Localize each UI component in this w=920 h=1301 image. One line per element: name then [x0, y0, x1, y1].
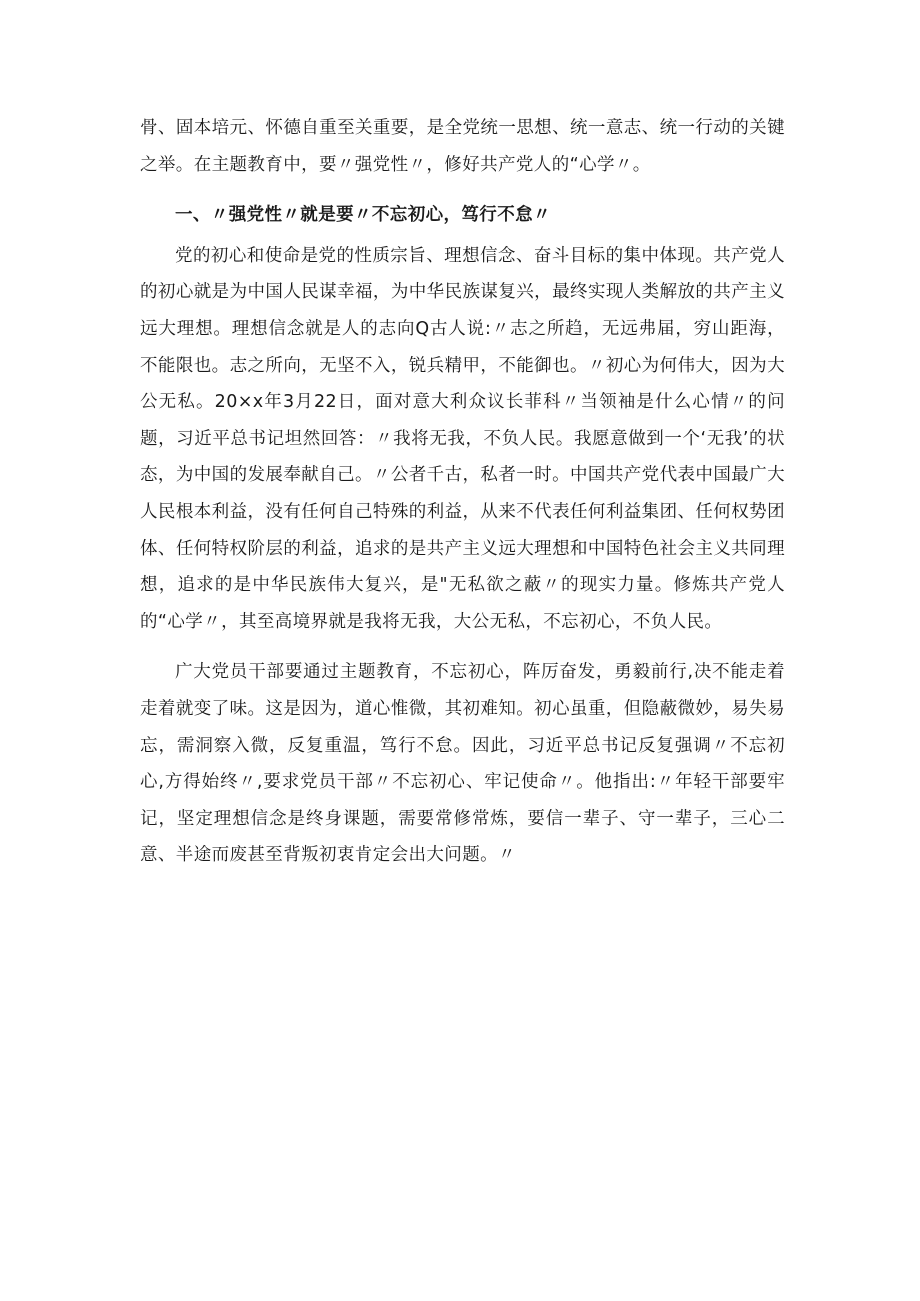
section-heading: 一、〃强党性〃就是要〃不忘初心，笃行不怠〃	[175, 205, 551, 226]
paragraph-original-aspiration: 党的初心和使命是党的性质宗旨、理想信念、奋斗目标的集中体现。共产党人的初心就是为中国人民谋幸福，为中华民族谋复兴，最终实现人类解放的共产主义远大理想。理想信念就是人的志向Q古人说:〃志之所趋，无远弗届，穷山距海，不能限也。志之所向，无坚不入，锐兵精甲，不能御也。〃初心为何伟大，因为大公无私。20×x年3月22日，面对意大利众议长菲科〃当领袖是什么心情〃的问题，习近平总书记坦然回答：〃我将无我，不负人民。我愿意做到一个‘无我’的状态，为中国的发展奉献自己。〃公者千古，私者一时。中国共产党代表中国最广大人民根本利益，没有任何自己特殊的利益，从来不代表任何利益集团、任何权势团体、任何特权阶层的利益，追求的是共产主义远大理想和中国特色社会主义共同理想，追求的是中华民族伟大复兴，是"无私欲之蔽〃的现实力量。修炼共产党人的“心学〃，其至高境界就是我将无我，大公无私，不忘初心，不负人民。	[140, 245, 785, 632]
paragraph-intro-continuation: 骨、固本培元、怀德自重至关重要，是全党统一思想、统一意志、统一行动的关键之举。在主题教育中，要〃强党性〃，修好共产党人的“心学〃。	[140, 118, 785, 175]
paragraph-theme-education: 广大党员干部要通过主题教育，不忘初心，阵厉奋发，勇毅前行,决不能走着走着就变了味。这是因为，道心惟微，其初难知。初心虽重，但隐蔽微妙，易失易忘，需洞察入微，反复重温，笃行不怠。因此，习近平总书记反复强调〃不忘初心,方得始终〃,要求党员干部〃不忘初心、牢记使命〃。他指出:〃年轻干部要牢记，坚定理想信念是终身课题，需要常修常炼，要信一辈子、守一辈子，三心二意、半途而废甚至背叛初衷肯定会出大问题。〃	[140, 662, 785, 866]
document-page	[140, 110, 785, 874]
